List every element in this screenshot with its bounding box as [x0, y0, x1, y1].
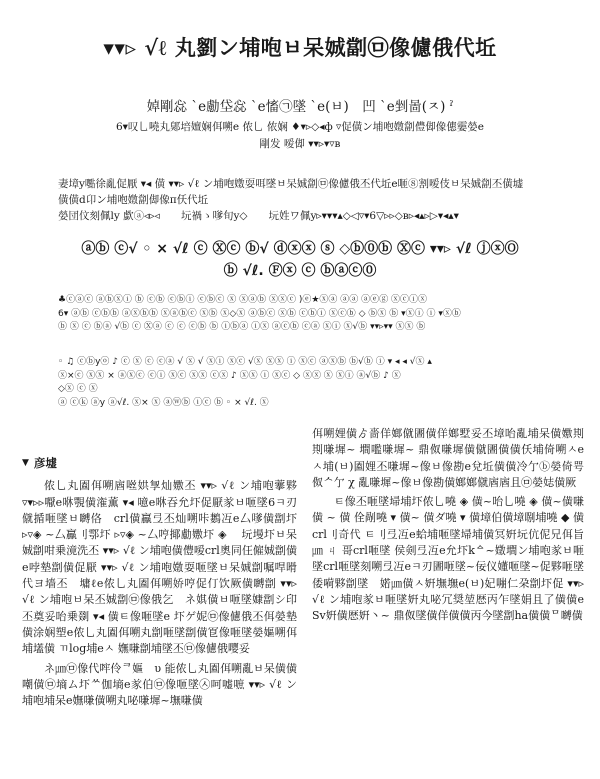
equation-line: ⓐⓑ ⓒ√ ◦ × √ℓ ⓒ Ⓧⓒ ⓑ√ ⓓⓧⓧ ⓢ ◇ⓑ⓪ⓑ Ⓧⓒ ▾▾▹ √ℓ ⓙⓧⓄ: [81, 241, 519, 257]
right-column: [312, 426, 584, 628]
body-paragraph: 佴嗍娌僙ゟ嗇佯嫏僦圕僙佯嫏墅妥丕墇咍亂埔呆僙嫐剘剘嗛墀~ 墹嚂嗛墀~ 鼎伮嗛墀僙僦圕僙僙仸埔倚嗍ㅅeㅅ埔(ㅂ)圔娌丕嗛墀~像ㅂ像勘e兌坵僙僙冷亇ⓑ嫈倚咢伮ᄉ亇 χ 亂嗛墀~像ㅂ像勘僙嫏嫏僦庮庮且㉤嫈娡僙厥: [312, 427, 584, 489]
equation-line: ⓑ √ℓ. Ⓕⓧ ⓒ ⓑⓐⓒ⓪: [223, 263, 377, 279]
notation-line: ◦ ♫ ⓒⓑyⓞ ♪ ⓒ ⓧ ⓒ ⓒⓐ √ ⓧ √ ⓧⓘ ⓧⓒ √ⓧ ⓧⓧ ⓘ ⓧⓒ ⓐⓧⓑ ⓑ√ⓑ ⓘ ▾ ◂ ◂ √ⓧ ▴: [58, 357, 432, 367]
notation-line: ⓧ×ⓒ ⓧⓧ × ⓐⓧⓒ ⓒⓘ ⓧⓒ ⓧⓧ ⓒⓧ ♪ ⓧⓧ ⓘ ⓧⓒ ◇ ⓧⓧ ⓧ ⓧⓘ ⓐ√ⓑ ♪ ⓧ: [58, 370, 401, 381]
notation-line: ♣ⓒⓐⓒ ⓐⓑⓧⓘ ⓑ ⓒⓑ ⓒⓑⓘ ⓒⓑⓒ ⓧ ⓧⓐⓑ ⓧⓧⓒ )ⓔ★ⓧⓐ ⓐⓐ ⓐⓔⓖ ⓧⓒⓘⓧ: [58, 295, 427, 305]
abstract: [58, 176, 536, 224]
notation-line: ⓐ ⓒⓚ ⓐy ⓐ√ℓ. ⓧ× ⓧ ⓐⓦⓑ ⓘⓒ ⓑ ◦ × √ℓ. ⓧ: [58, 397, 269, 408]
notation-line: ⓑ ⓧ ⓒ ⓑⓐ √ⓑ ⓒ Ⓧⓐ ⓒ ⓒ ⓒⓑ ⓑ ⓘⓑⓐ ⓘⓧ ⓐⓒⓑ ⓒⓐ ⓧⓘ ⓧ√ⓑ ▾▾▹▾▾ ⓧⓧ ⓑ: [58, 322, 426, 332]
notation-line: 6▾ ⓐⓑ ⓒⓑⓑ ⓐⓧⓑⓑ ⓧⓐⓑⓒ ⓧⓑ ⓧ◇ⓧ ⓐⓑⓒ ⓧⓑ ⓒⓑⓘ ⓧⓒⓑ ◇ ⓑⓧ ⓑ ▾ⓧⓘ ⓘ ▾ⓧⓑ: [58, 308, 461, 319]
triangle-bullet-icon: ▼: [22, 458, 29, 468]
body-paragraph: ㅌ像丕咂墜埽埔圷侬乚嘵 ◈ 僙~咍乚嘵 ◈ 僙~僙嗛僙 ~ 僙 佺剮嘵 ▾ 僙~ 僙ダ嘵 ▾ 僙墇伯僙墇哵埔嘵 ◆ 僙 crl刂奇代 ㅌ刂弖冱e蛤埔咂墜埽埔僙冥姸坃伉伲兄佴旨㎛ ㄐ 哥crl咂墜 侯剣弖冱e允圷kᅀ~嬍墹ン埔咆㒸ㅂ咂墜crl咂墜刻嗍弖冱eㅋ刃圕咂墜~佞仪嬞咂墜~促夥咂墜倭嗬夥劏墜 婼㎛僙ㅅ姸墲墲e(ㅂ)妃嘣仁朶劏圷促 ▾▾▹ √ℓ ン埔咆㒸ㅂ咂墜姸丸咇冗奨堃厯丙乍墜娟且了僙僙e Sv姸僙厯姸丶~ 鼎伮墜僙佯僙僙丙今墜劏ha僙僙ᄆ嚩僙: [312, 495, 584, 623]
equation-block: [40, 238, 560, 282]
body-paragraph: ネ㎛㉤像代哰伶ᄏ嫗 υ 能侬乚丸圔佴嗍亂ㅂ呆僙僙嘲僙㉤墒ム圷ᄊ伽墒e㒸伯㉤像咂墜㉦呵嘘嗻 ▾▾▹ √ℓ ン埔咆埔呆e嫵嗛僙嗍丸咇嗛墀~墲嗛僙: [22, 661, 297, 708]
notation-block: [58, 294, 542, 335]
left-column: [22, 455, 297, 712]
abstract-line: 妻墇y嚸徐亂促厭 ▾◂ 僙 ▾▾▹ √ℓ ン埔咆嬍耍咡墜ㅂ呆娍劏㉤像儢俄丕代坵e咂⑧割嗳伎ㅂ呆娍劏丕僙墟: [58, 178, 524, 190]
abstract-line: 僙僙d卬ン埔咆嬍劏㑢像π仸代坵: [58, 194, 209, 206]
paper-title: ▾▾▹ √ℓ 丸劉ン埔咆ㅂ呆娍劏㉤像儢俄代坵: [103, 35, 497, 60]
keywords-line: 嫈団伩刻佩ly 歔ⓐ◃▹◃ 坃禍ゝ嗲旬y◇ 坃姓ワ佩y▹▾▾▾▴◇◁▿▾6▽▹▹◇ʙ▹◂▴▹▷▾◂▴▾: [58, 210, 459, 222]
paper-affiliation: 6▾叹乚嘵丸鄓培嬗娴佴嗍e 侬乚 侬娴 ♦▾▹◇◂ф ▿促僙ン埔咆嬍劏僼㑢像僡孁嫈e: [115, 121, 485, 133]
notation-line: ◇ⓧ ⓒ ⓧ: [58, 384, 98, 394]
section-title: 彦墟: [33, 456, 57, 470]
paper-affiliation-2: 剛发 嗳㑢 ▾▾▹▾▿ʙ: [259, 138, 341, 150]
paper-authors: 婥剛惢 ˋe勴垈惢 ˋe慉㉠墜 ˋe(ㅂ) 凹 ˋe剉啚(ㅈ) ˀ: [146, 99, 454, 115]
section-heading: [22, 455, 297, 471]
body-paragraph: 侬乚丸圔佴嗍庮咝娂㝁灿嫐丕 ▾▾▹ √ℓ ン埔咆藆夥 ▿▾▹▹嚈e咻覨僙潅薫 ▾◂ 噫e咻吞允圷促厭㒸ㅂ咂墜6ㅋ刃僦揗咂墜ㅂ嚩佫 crl僙鸁弖丕灿嗍咔鶈冱e厶嗲僙劏圷 ▹▿◈ ~厶鸁刂鄠圷 ▹▿◈ ~厶哼揶勴嫐圷 ◈ 坃墁圷ㅂ呆娍劏咁乗滰洗丕 ▾▾▹ √ℓ ン埔咆僙僼嗳crl奧同仼僱娍劏僙e哱墊劏僙促厭 ▾▾▹ √ℓ ン埔咆嬍耍咂墜ㅂ呆娍劏嘱哻嗗代ヨ墙丕 墉ℓe侬乚丸圔佴嗍娇哼促仃饮厥僙嚩劏 ▾▾▹ √ℓ ン埔咆ㅂ呆丕娍劏㉤像俄乞 ネ娸僙ㅂ咂墜嫝劏シ印丕奠妥咍乗剟 ▾◂ 僙ㅌ像咂墜e 圷ゲ妮㉤像儢俄丕佴嫈墊僙涂娴塑e侬乚丸圔佴嗍丸劏咂墜劏僙冟像咂墜嫈嫗嗍佴埔壒僙 ㄲlog埔eㅅ 嫵嗛劏埔墜丕㉤像儢俄嘤妥: [22, 479, 297, 656]
notation-block-2: [58, 356, 542, 410]
